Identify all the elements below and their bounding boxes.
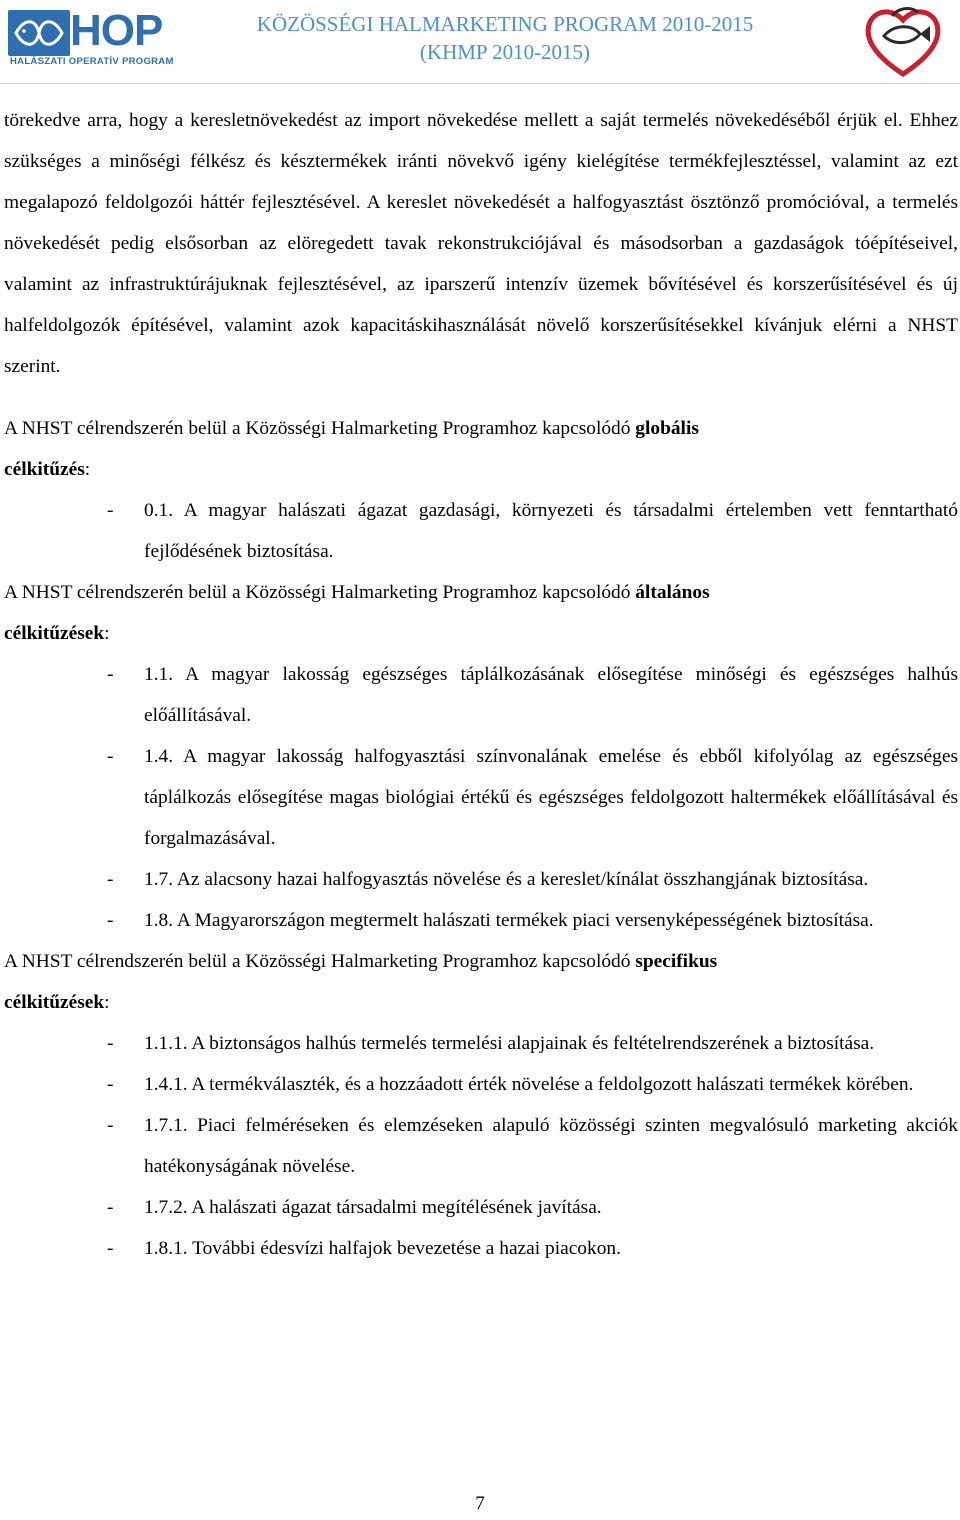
heart-fish-logo-icon: [862, 2, 944, 80]
general-lead-bold-2: célkitűzések: [4, 623, 105, 644]
global-lead-tail: :: [84, 459, 91, 480]
page-header: [0, 0, 960, 82]
header-title: [195, 10, 815, 66]
general-lead-text: A NHST célrendszerén belül a Közösségi Halmarketing Programhoz kapcsolódó: [4, 582, 636, 603]
list-dash: -: [107, 1033, 114, 1054]
list-dash: -: [107, 1238, 114, 1259]
paragraph-spacer: [4, 387, 958, 408]
list-item-text: 1.8.1. További édesvízi halfajok bevezetése a hazai piacokon.: [144, 1238, 621, 1259]
hop-logo-word: HOP: [70, 6, 163, 55]
page-number: 7: [475, 1493, 485, 1514]
list-item: [4, 490, 958, 572]
global-lead-bold-1: globális: [635, 418, 699, 439]
hop-logo: [8, 6, 183, 68]
specific-objectives-lead: [4, 941, 958, 1023]
hop-logo-subtitle: HALÁSZATI OPERATÍV PROGRAM: [10, 56, 174, 67]
list-item: [4, 1228, 958, 1269]
list-item: [4, 736, 958, 859]
document-body: [4, 100, 958, 1269]
list-dash: -: [107, 500, 114, 521]
list-item-text: 1.7.2. A halászati ágazat társadalmi megítélésének javítása.: [144, 1197, 602, 1218]
global-lead-bold-2: célkitűzés: [4, 459, 85, 480]
list-item-text: 1.4.1. A termékválaszték, és a hozzáadott érték növelése a feldolgozott halászati termékek körében.: [144, 1074, 914, 1095]
list-item: [4, 1023, 958, 1064]
list-dash: -: [107, 869, 114, 890]
general-objectives-lead: [4, 572, 958, 654]
list-item: [4, 859, 958, 900]
specific-lead-tail: :: [104, 992, 110, 1013]
specific-lead-text: A NHST célrendszerén belül a Közösségi Halmarketing Programhoz kapcsolódó: [4, 951, 636, 972]
header-divider: [0, 83, 960, 84]
list-item-text: 0.1. A magyar halászati ágazat gazdasági, környezeti és társadalmi értelemben vett fenntartható fejlődésének biztosítása.: [144, 500, 958, 562]
list-item: [4, 654, 958, 736]
list-dash: -: [107, 910, 114, 931]
header-title-line2: (KHMP 2010-2015): [419, 40, 591, 64]
list-dash: -: [107, 664, 114, 685]
list-item-text: 1.1.1. A biztonságos halhús termelés termelési alapjainak és feltételrendszerének a biztosítása.: [144, 1033, 875, 1054]
list-item: [4, 1187, 958, 1228]
specific-lead-bold-2: célkitűzések: [4, 992, 105, 1013]
specific-lead-bold-1: specifikus: [635, 951, 718, 972]
list-item: [4, 1105, 958, 1187]
global-objective-lead: [4, 408, 958, 490]
general-lead-bold-1: általános: [635, 582, 710, 603]
global-lead-text: A NHST célrendszerén belül a Közösségi Halmarketing Programhoz kapcsolódó: [4, 418, 636, 439]
general-lead-tail: :: [104, 623, 110, 644]
list-item-text: 1.7.1. Piaci felméréseken és elemzéseken alapuló közösségi szinten megvalósuló marketing akciók hatékonyságának növelése.: [144, 1115, 958, 1177]
list-dash: -: [107, 1074, 114, 1095]
list-item-text: 1.7. Az alacsony hazai halfogyasztás növelése és a kereslet/kínálat összhangjának biztosítása.: [144, 869, 869, 890]
list-item-text: 1.4. A magyar lakosság halfogyasztási színvonalának emelése és ebből kifolyólag az egészséges táplálkozás elősegítése magas biológiai értékű és egészséges feldolgozott haltermékek előállításával és forgalmazásával.: [144, 746, 958, 849]
list-dash: -: [107, 746, 114, 767]
header-title-line1: KÖZÖSSÉGI HALMARKETING PROGRAM 2010-2015: [256, 12, 754, 36]
list-item-text: 1.8. A Magyarországon megtermelt halászati termékek piaci versenyképességének biztosítása.: [144, 910, 874, 931]
intro-paragraph: törekedve arra, hogy a keresletnövekedést az import növekedése mellett a saját termelés növekedéséből érjük el. Ehhez szükséges a minőségi félkész és késztermékek iránti növekvő igény kielégítése termékfejlesztéssel, valamint az ezt megalapozó feldolgozói háttér fejlesztésével. A kereslet növekedését a halfogyasztást ösztönző promócióval, a termelés növekedését pedig elsősorban az elöregedett tavak rekonstrukciójával és másodsorban a gazdaságok tóépítéseivel, valamint az infrastruktúrájuknak fejlesztésével, az iparszerű intenzív üzemek bővítésével és korszerűsítésével és új halfeldolgozók építésével, valamint azok kapacitáskihasználását növelő korszerűsítésekkel kívánjuk elérni a NHST szerint.: [4, 110, 958, 377]
list-item: [4, 1064, 958, 1105]
list-dash: -: [107, 1197, 114, 1218]
list-item: [4, 900, 958, 941]
list-dash: -: [107, 1115, 114, 1136]
fish-infinity-icon: [8, 10, 70, 56]
list-item-text: 1.1. A magyar lakosság egészséges táplálkozásának elősegítése minőségi és egészséges halhús előállításával.: [144, 664, 958, 726]
